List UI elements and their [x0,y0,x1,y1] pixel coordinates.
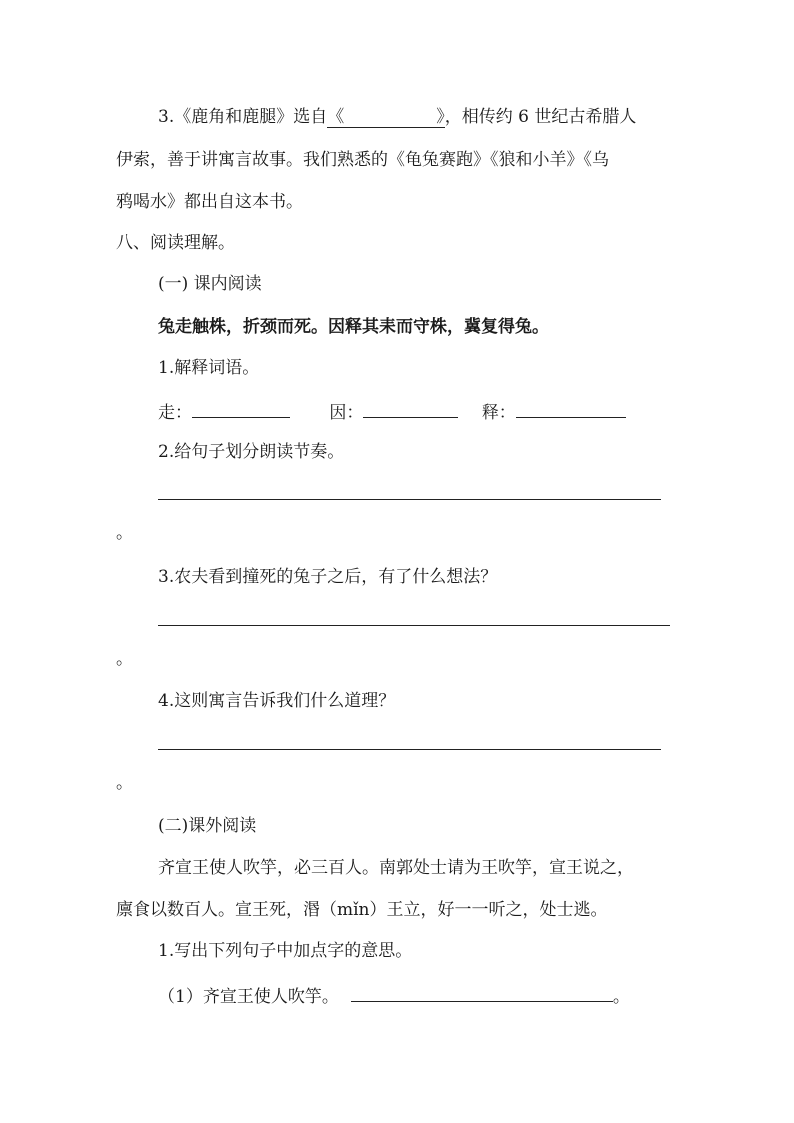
q3-blank[interactable]: 《 》 [327,107,445,127]
part1-q2-label: 2.给句子划分朗读节奏。 [158,442,345,462]
part1-q1-terms [158,399,626,424]
q3-line3: 鸦喝水》都出自这本书。 [116,192,303,212]
part2-passage-line1: 齐宣王使人吹竽，必三百人。南郭处士请为王吹竽，宣王说之， [158,858,634,878]
term-shi-label: 释： [481,403,516,423]
term-zou-label: 走： [158,403,192,423]
part1-q3-answer-line[interactable] [158,625,670,626]
term-shi-blank[interactable] [516,399,626,418]
q3-line1 [158,106,636,128]
part1-q4-label: 4.这则寓言告诉我们什么道理？ [158,691,396,711]
part2-q1-item1 [158,983,630,1008]
part1-q4-end: 。 [116,773,133,793]
part2-q1-label: 1.写出下列句子中加点字的意思。 [158,941,413,961]
part1-q4-answer-line[interactable] [158,749,661,750]
part1-q3-end: 。 [116,649,133,669]
part1-passage: 兔走触株，折颈而死。因释其耒而守株，冀复得兔。 [158,317,549,337]
section-8-title: 八、阅读理解。 [116,233,235,253]
part1-q1-label: 1.解释词语。 [158,358,260,378]
q3-part1: 3.《鹿角和鹿腿》选自 [158,107,328,127]
part1-q2-answer-line[interactable] [158,499,661,500]
part2-q1-item1-blank[interactable] [351,983,613,1002]
part1-q3-label: 3.农夫看到撞死的兔子之后，有了什么想法？ [158,567,498,587]
term-yin-label: 因： [329,403,364,423]
term-zou-blank[interactable] [192,399,290,418]
term-yin-blank[interactable] [363,399,458,418]
part2-q1-item1-text: （1）齐宣王使人吹竽。 [158,987,339,1007]
part2-q1-item1-end: 。 [612,987,630,1007]
q3-part2: ，相传约 6 世纪古希腊人 [444,107,637,127]
q3-line2: 伊索，善于讲寓言故事。我们熟悉的《龟兔赛跑》《狼和小羊》《乌 [116,150,609,170]
part1-title: (一) 课内阅读 [158,274,262,294]
part2-title: (二)课外阅读 [158,816,257,836]
part2-passage-line2: 廪食以数百人。宣王死，湣（mǐn）王立，好一一听之，处士逃。 [116,900,608,920]
part1-q2-end: 。 [116,523,133,543]
